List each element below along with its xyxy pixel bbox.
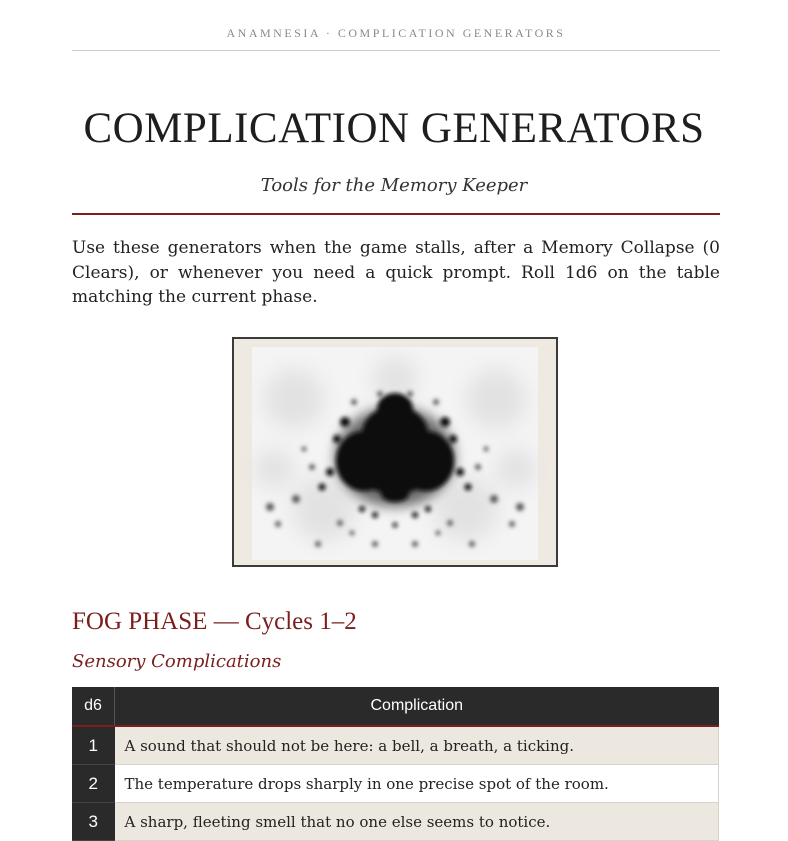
table-row bbox=[72, 765, 719, 803]
table-row bbox=[72, 803, 719, 841]
complication-text: A sharp, fleeting smell that no one else seems to notice. bbox=[115, 803, 719, 841]
complication-text: The temperature drops sharply in one precise spot of the room. bbox=[115, 765, 719, 803]
roll-number: 3 bbox=[72, 803, 115, 841]
page-title: COMPLICATION GENERATORS bbox=[83, 105, 705, 152]
table-row bbox=[72, 726, 719, 765]
running-head: ANAMNESIA · COMPLICATION GENERATORS bbox=[72, 26, 720, 51]
inkblot-figure bbox=[232, 337, 558, 567]
intro-paragraph: Use these generators when the game stalls, after a Memory Collapse (0 Clears), or whenever you need a quick prompt. Roll 1d6 on the table matching the current phase. bbox=[72, 238, 720, 307]
phase-heading: FOG PHASE — Cycles 1–2 bbox=[72, 608, 357, 635]
complication-column-header: Complication bbox=[115, 687, 719, 726]
roll-number: 2 bbox=[72, 765, 115, 803]
title-divider bbox=[72, 213, 720, 215]
roll-number: 1 bbox=[72, 726, 115, 765]
table-header-row bbox=[72, 687, 719, 726]
die-column-header: d6 bbox=[72, 687, 115, 726]
inkblot-image bbox=[234, 339, 556, 565]
table-subheading: Sensory Complications bbox=[72, 651, 282, 672]
complication-table bbox=[72, 687, 719, 841]
page-subtitle: Tools for the Memory Keeper bbox=[260, 175, 528, 196]
complication-text: A sound that should not be here: a bell, a breath, a ticking. bbox=[115, 726, 719, 765]
